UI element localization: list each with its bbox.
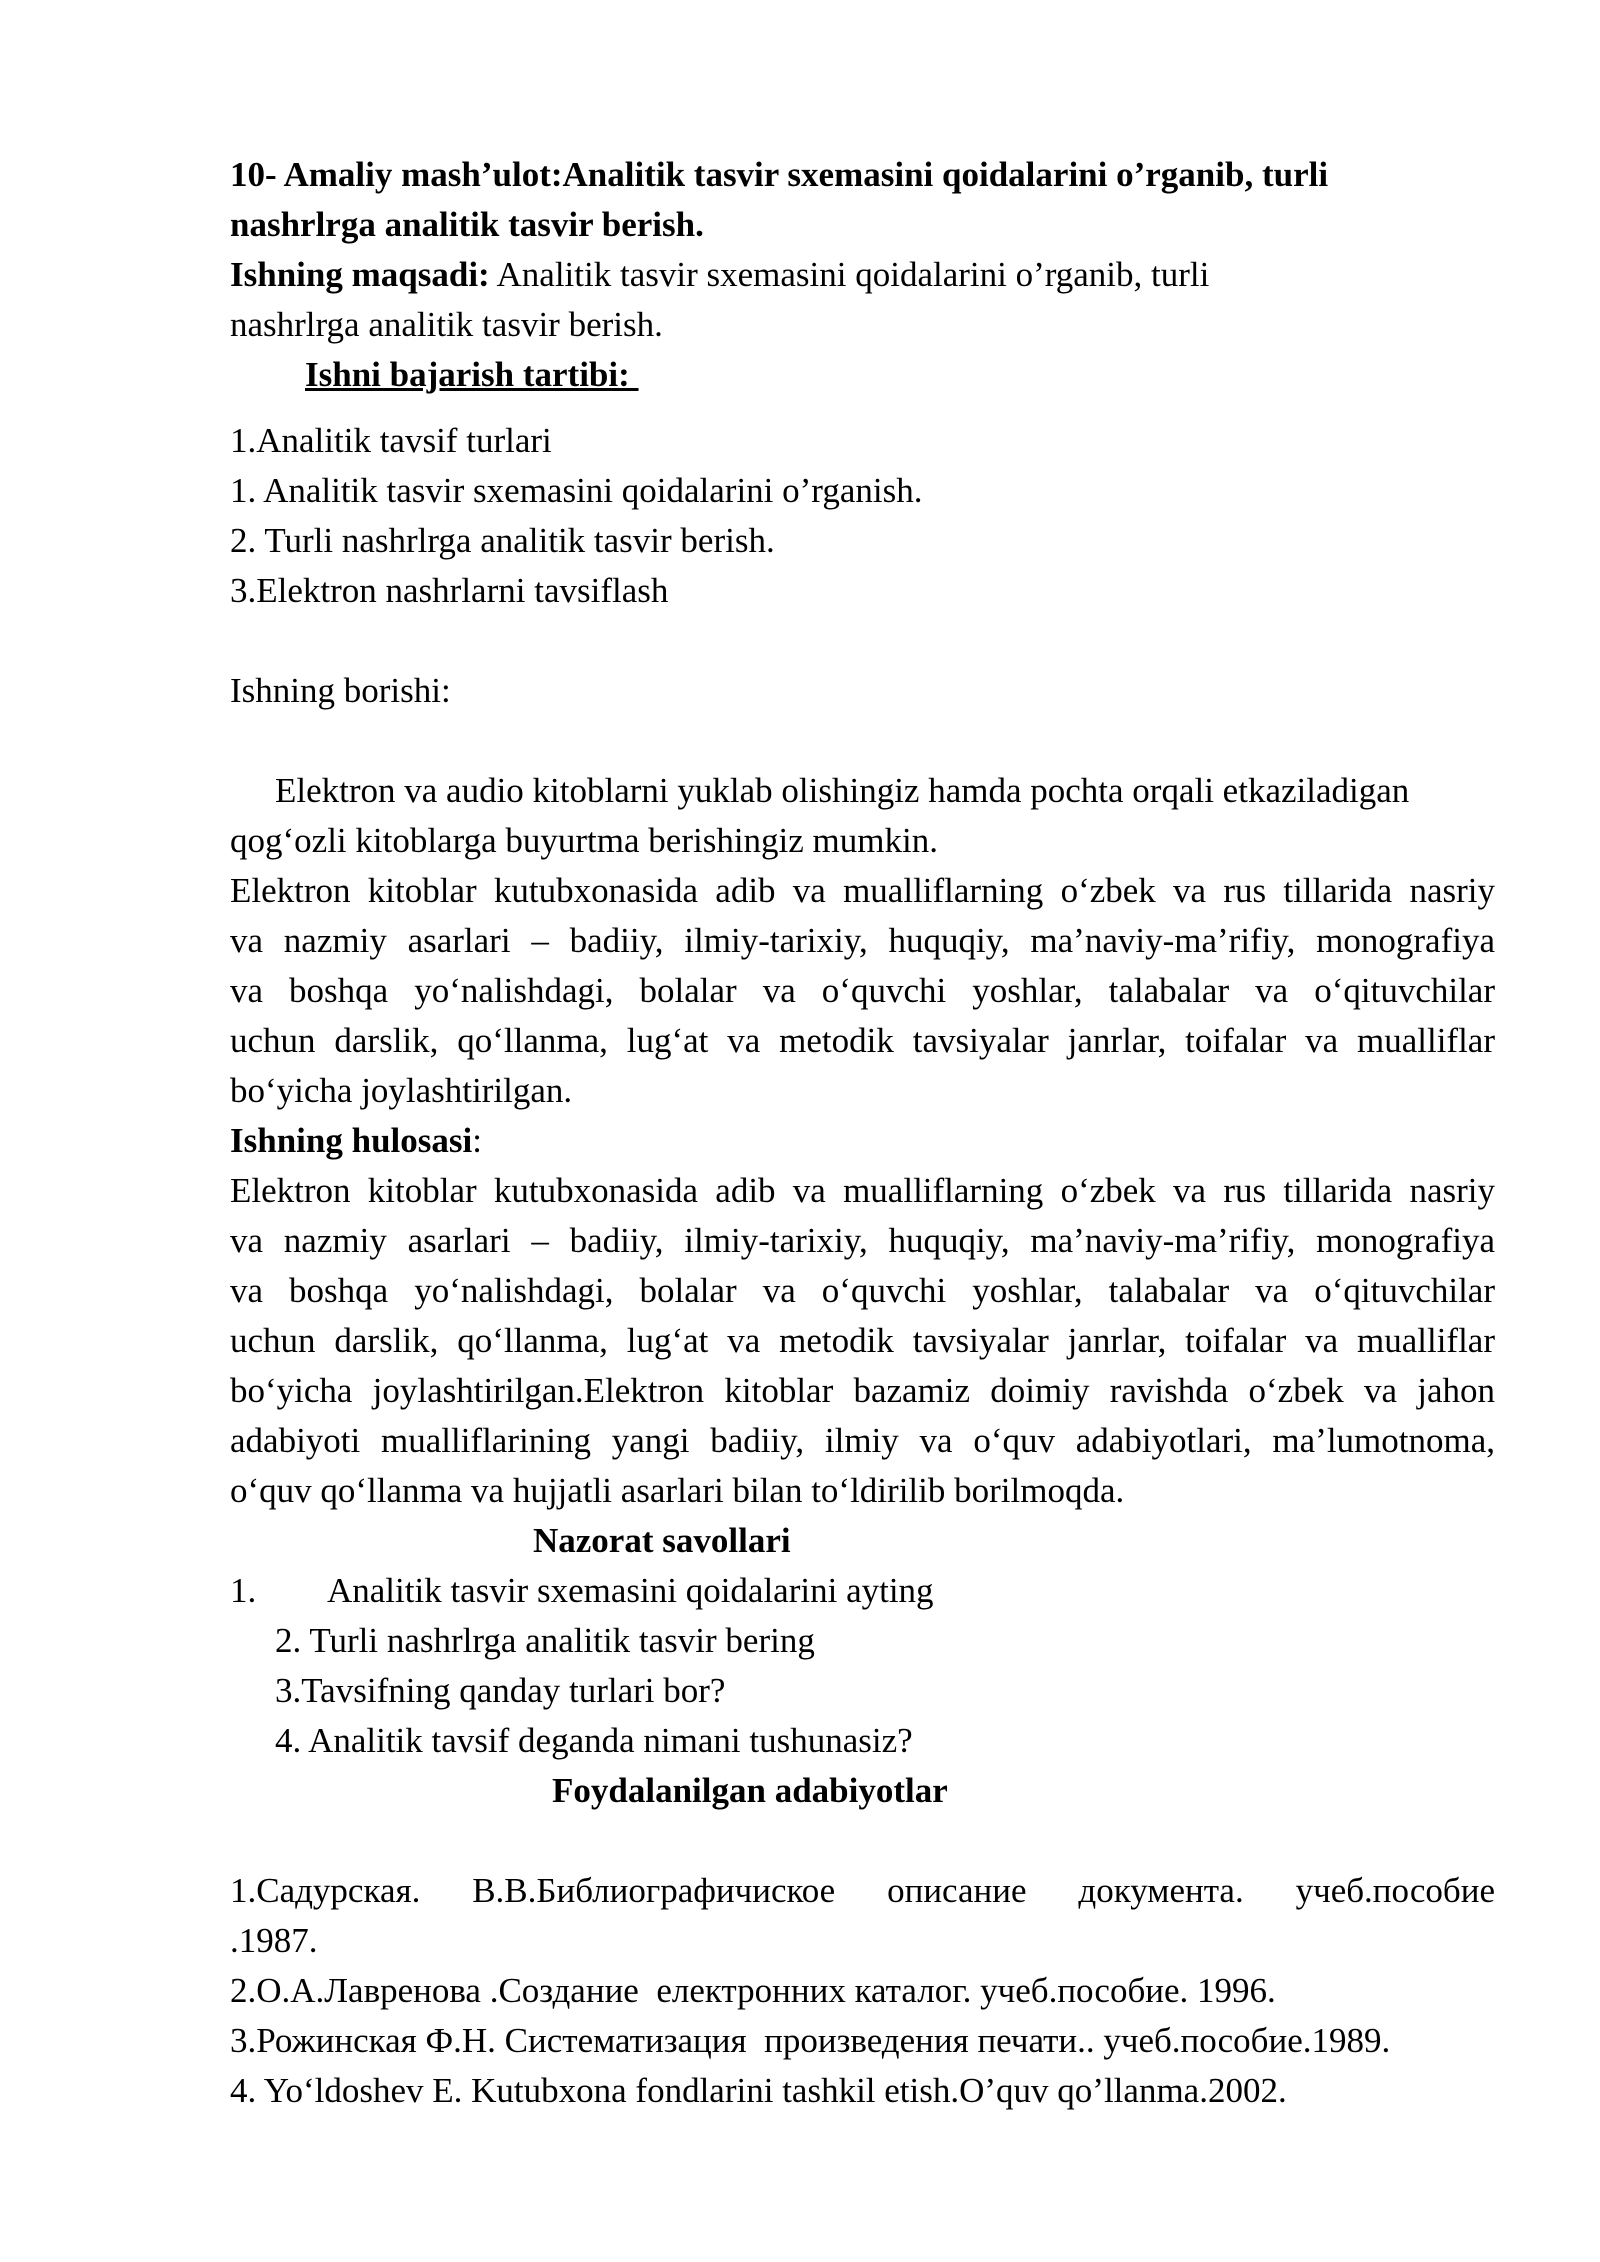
goal-text-2: nashrlrga analitik tasvir berish. xyxy=(230,305,663,344)
conclusion-label: Ishning hulosasi xyxy=(230,1121,473,1160)
question-number: 1. xyxy=(230,1571,257,1610)
progress-line: Elektron va audio kitoblarni yuklab olishingiz hamda pochta orqali etkaziladigan xyxy=(275,771,1410,810)
goal-line-1 xyxy=(230,250,1495,300)
question-item: 3.Tavsifning qanday turlari bor? xyxy=(275,1671,726,1710)
question-item: 2. Turli nashrlrga analitik tasvir bering xyxy=(275,1621,815,1660)
procedure-item: 1. Analitik tasvir sxemasini qoidalarini o’rganish. xyxy=(230,471,923,510)
spacer xyxy=(230,1816,1495,1866)
progress-line: bo‘yicha joylashtirilgan. xyxy=(230,1071,573,1110)
procedure-item: 1.Analitik tavsif turlari xyxy=(230,421,552,460)
conclusion-colon: : xyxy=(472,1121,482,1160)
goal-text-1: Analitik tasvir sxemasini qoidalarini o’rganib, turli xyxy=(489,255,1210,294)
reference-item: 4. Yo‘ldoshev E. Kutubxona fondlarini tashkil etish.O’quv qo’llanma.2002. xyxy=(230,2071,1287,2110)
spacer xyxy=(230,400,1495,416)
procedure-item: 3.Elektron nashrlarni tavsiflash xyxy=(230,571,669,610)
questions-heading: Nazorat savollari xyxy=(533,1521,791,1560)
question-item: 4. Analitik tavsif deganda nimani tushunasiz? xyxy=(275,1721,913,1760)
conclusion-line: Elektron kitoblar kutubxonasida adib va mualliflarning o‘zbek va rus tillarida nasriy xyxy=(230,1171,1495,1210)
procedure-heading: Ishni bajarish tartibi: xyxy=(305,355,639,394)
document-page xyxy=(230,150,1495,2116)
spacer xyxy=(230,616,1495,666)
progress-line: uchun darslik, qo‘llanma, lug‘at va metodik tavsiyalar janrlar, toifalar va mualliflar xyxy=(230,1021,1495,1060)
question-text: Analitik tasvir sxemasini qoidalarini ayting xyxy=(327,1571,934,1610)
reference-item: 2.О.А.Лавренова .Создание електронних каталог. учеб.пособие. 1996. xyxy=(230,1971,1276,2010)
progress-line: Elektron kitoblar kutubxonasida adib va mualliflarning o‘zbek va rus tillarida nasriy xyxy=(230,871,1495,910)
procedure-item: 2. Turli nashrlrga analitik tasvir berish. xyxy=(230,521,775,560)
conclusion-line: adabiyoti mualliflarining yangi badiiy, ilmiy va o‘quv adabiyotlari, ma’lumotnoma, xyxy=(230,1421,1495,1460)
progress-line: va boshqa yo‘nalishdagi, bolalar va o‘quvchi yoshlar, talabalar va o‘qituvchilar xyxy=(230,971,1495,1010)
references-heading: Foydalanilgan adabiyotlar xyxy=(552,1771,948,1810)
conclusion-line: va boshqa yo‘nalishdagi, bolalar va o‘quvchi yoshlar, talabalar va o‘qituvchilar xyxy=(230,1271,1495,1310)
title-line-2: nashrlrga analitik tasvir berish. xyxy=(230,205,704,244)
conclusion-line: va nazmiy asarlari – badiiy, ilmiy-tarixiy, huquqiy, ma’naviy-ma’rifiy, monografiya xyxy=(230,1221,1495,1260)
progress-line: va nazmiy asarlari – badiiy, ilmiy-tarixiy, huquqiy, ma’naviy-ma’rifiy, monografiya xyxy=(230,921,1495,960)
reference-item-1-line-2: .1987. xyxy=(230,1921,318,1960)
progress-label: Ishning borishi: xyxy=(230,671,451,710)
goal-label: Ishning maqsadi: xyxy=(230,255,490,294)
question-item-1 xyxy=(230,1566,1495,1616)
procedure-heading-row xyxy=(230,350,1495,400)
conclusion-line: o‘quv qo‘llanma va hujjatli asarlari bilan to‘ldirilib borilmoqda. xyxy=(230,1471,1125,1510)
title-line-1: 10- Amaliy mash’ulot:Analitik tasvir sxemasini qoidalarini o’rganib, turli xyxy=(230,155,1329,194)
conclusion-label-row xyxy=(230,1116,1495,1166)
conclusion-line: uchun darslik, qo‘llanma, lug‘at va metodik tavsiyalar janrlar, toifalar va mualliflar xyxy=(230,1321,1495,1360)
spacer xyxy=(230,716,1495,766)
reference-item: 3.Рожинская Ф.Н. Систематизация произведения печати.. учеб.пособие.1989. xyxy=(230,2021,1391,2060)
progress-line: qog‘ozli kitoblarga buyurtma berishingiz mumkin. xyxy=(230,821,938,860)
conclusion-line: bo‘yicha joylashtirilgan.Elektron kitoblar bazamiz doimiy ravishda o‘zbek va jahon xyxy=(230,1371,1495,1410)
reference-item-1-line-1: 1.Садурская. В.В.Библиографичиское описание документа. учеб.пособие xyxy=(230,1871,1495,1910)
